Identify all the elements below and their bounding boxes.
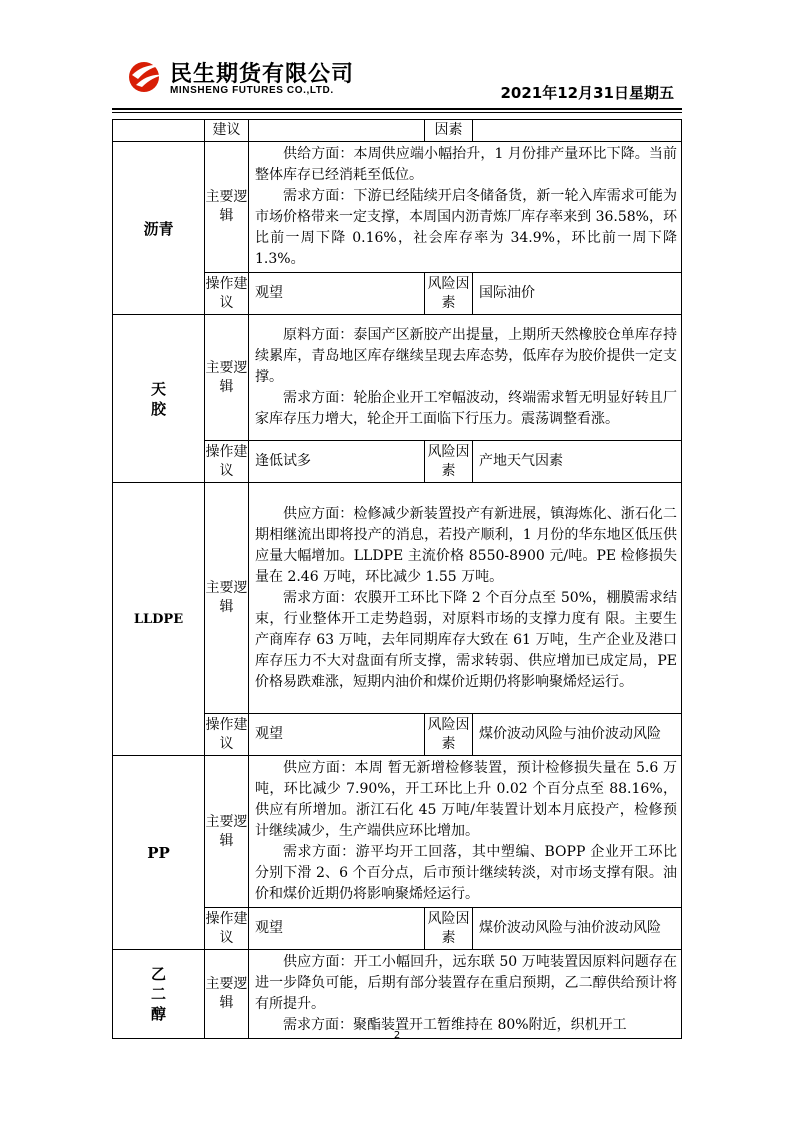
table-row bbox=[113, 483, 682, 714]
logic-paragraph: 需求方面：聚酯装置开工暂维持在 80%附近，织机开工 bbox=[283, 1017, 627, 1033]
risk-value bbox=[473, 120, 682, 142]
company-name-en: MINSHENG FUTURES CO.,LTD. bbox=[170, 85, 334, 96]
risk-label: 风险因素 bbox=[425, 908, 473, 950]
op-value bbox=[249, 120, 425, 142]
logic-label: 主要逻辑 bbox=[205, 756, 249, 908]
header-divider bbox=[112, 108, 682, 110]
logic-paragraph: 供应方面：本周 暂无新增检修装置，预计检修损失量在 5.6 万吨，环比减少 7.90%，开工环比上升 0.02 个百分点至 88.16%，供应有所增加。浙江石化 45 万吨/年装置计划本月底投产，检修预计继续减少，生产端供应环比增加。 bbox=[255, 760, 677, 839]
logic-paragraph: 需求方面：下游已经陆续开启冬储备货，新一轮入库需求可能为市场价格带来一定支撑，本周国内沥青炼厂库存率来到 36.58%，环比前一周下降 0.16%，社会库存率为 34.9%，环比前一周下降 1.3%。 bbox=[255, 188, 677, 267]
logic-paragraph: 供应方面：开工小幅回升，远东联 50 万吨装置因原料问题存在进一步降负可能，后期有部分装置存在重启预期，乙二醇供给预计将有所提升。 bbox=[255, 954, 677, 1012]
risk-value: 煤价波动风险与油价波动风险 bbox=[473, 908, 682, 950]
logic-content bbox=[249, 315, 682, 441]
table-row bbox=[113, 120, 682, 142]
product-name: 乙二醇 bbox=[113, 950, 205, 1039]
commodity-table bbox=[112, 119, 682, 1039]
op-label: 建议 bbox=[205, 120, 249, 142]
header-divider-thin bbox=[112, 112, 682, 113]
risk-value: 煤价波动风险与油价波动风险 bbox=[473, 714, 682, 756]
logic-paragraph: 需求方面：游平均开工回落，其中塑编、BOPP 企业开工环比分别下滑 2、6 个百分点，后市预计继续转淡，对市场支撑有限。油价和煤价近期仍将影响聚烯烃运行。 bbox=[255, 844, 677, 902]
logic-content bbox=[249, 950, 682, 1039]
risk-label: 风险因素 bbox=[425, 714, 473, 756]
logic-content bbox=[249, 142, 682, 273]
logic-label: 主要逻辑 bbox=[205, 950, 249, 1039]
logic-paragraph: 需求方面：轮胎企业开工窄幅波动，终端需求暂无明显好转且厂家库存压力增大，轮企开工面临下行压力。震荡调整看涨。 bbox=[255, 390, 677, 427]
op-value: 逢低试多 bbox=[249, 441, 425, 483]
logic-paragraph: 供应方面：检修减少新装置投产有新进展，镇海炼化、浙石化二期相继流出即将投产的消息，若投产顺利，1 月份的华东地区低压供应量大幅增加。LLDPE 主流价格 8550-8900 元/吨。PE 检修损失量在 2.46 万吨，环比减少 1.55 万吨。 bbox=[255, 505, 677, 585]
page-number: 2 bbox=[393, 1030, 401, 1041]
logic-label: 主要逻辑 bbox=[205, 483, 249, 714]
risk-label: 风险因素 bbox=[425, 441, 473, 483]
op-value: 观望 bbox=[249, 273, 425, 315]
op-label: 操作建议 bbox=[205, 908, 249, 950]
logic-content bbox=[249, 483, 682, 714]
company-logo bbox=[126, 55, 366, 101]
table-row bbox=[113, 756, 682, 908]
op-value: 观望 bbox=[249, 714, 425, 756]
op-label: 操作建议 bbox=[205, 273, 249, 315]
op-value: 观望 bbox=[249, 908, 425, 950]
risk-value: 国际油价 bbox=[473, 273, 682, 315]
logic-label: 主要逻辑 bbox=[205, 142, 249, 273]
op-label: 操作建议 bbox=[205, 714, 249, 756]
product-name: LLDPE bbox=[113, 483, 205, 756]
table-row bbox=[113, 142, 682, 273]
report-date: 2021年12月31日星期五 bbox=[500, 84, 674, 102]
product-name: 沥青 bbox=[113, 142, 205, 315]
logic-paragraph: 原料方面：泰国产区新胶产出提量，上期所天然橡胶仓单库存持续累库，青岛地区库存继续呈现去库态势，低库存为胶价提供一定支撑。 bbox=[255, 327, 677, 385]
risk-label: 因素 bbox=[425, 120, 473, 142]
product-name: PP bbox=[113, 756, 205, 950]
company-name-cn: 民生期货有限公司 bbox=[170, 62, 355, 87]
product-cell bbox=[113, 120, 205, 142]
logic-paragraph: 供给方面：本周供应端小幅抬升，1 月份排产量环比下降。当前整体库存已经消耗至低位。 bbox=[255, 146, 677, 183]
product-name: 天胶 bbox=[113, 315, 205, 483]
table-row bbox=[113, 315, 682, 441]
minsheng-logo-icon bbox=[126, 55, 166, 95]
logic-content bbox=[249, 756, 682, 908]
logic-label: 主要逻辑 bbox=[205, 315, 249, 441]
table-row bbox=[113, 950, 682, 1039]
logic-paragraph: 需求方面：农膜开工环比下降 2 个百分点至 50%，棚膜需求结束，行业整体开工走势趋弱，对原料市场的支撑力度有 限。主要生产商库存 63 万吨，去年同期库存大致在 61 万吨，生产企业及港口库存压力不大对盘面有所支撑，需求转弱、供应增加已成定局，PE 价格易跌难涨，短期内油价和煤价近期仍将影响聚烯烃运行。 bbox=[255, 589, 677, 690]
op-label: 操作建议 bbox=[205, 441, 249, 483]
risk-value: 产地天气因素 bbox=[473, 441, 682, 483]
risk-label: 风险因素 bbox=[425, 273, 473, 315]
